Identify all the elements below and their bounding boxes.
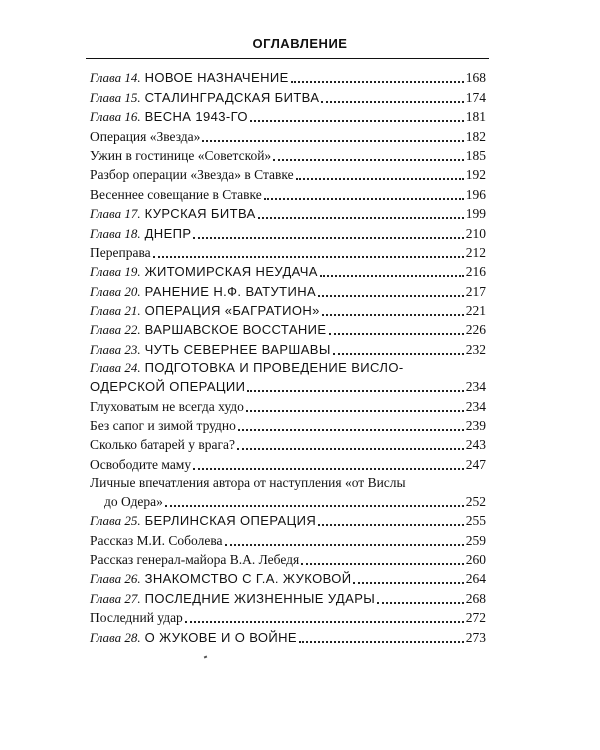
toc-entry bbox=[90, 492, 486, 511]
section-title-continued: до Одера» bbox=[104, 493, 163, 509]
chapter-number: Глава 24. bbox=[90, 359, 141, 375]
page-number: 239 bbox=[465, 418, 486, 434]
chapter-title: ПОСЛЕДНИЕ ЖИЗНЕННЫЕ УДАРЫ bbox=[144, 590, 376, 606]
page-number: 192 bbox=[465, 167, 486, 183]
chapter-title: РАНЕНИЕ Н.Ф. ВАТУТИНА bbox=[144, 283, 317, 299]
page-number: 196 bbox=[465, 186, 486, 202]
dot-leader bbox=[296, 177, 464, 180]
section-title: Личные впечатления автора от наступления «от Вислы bbox=[90, 474, 406, 490]
chapter-number: Глава 15. bbox=[90, 89, 141, 105]
chapter-number: Глава 20. bbox=[90, 283, 141, 299]
dot-leader bbox=[291, 80, 464, 83]
section-title: Ужин в гостинице «Советской» bbox=[90, 147, 272, 163]
toc-entry bbox=[90, 68, 486, 87]
toc-entry bbox=[90, 87, 486, 106]
page-number: 168 bbox=[465, 70, 486, 86]
toc-entry bbox=[90, 627, 486, 646]
toc-entry bbox=[90, 301, 486, 320]
dot-leader bbox=[202, 139, 463, 142]
chapter-number: Глава 25. bbox=[90, 513, 141, 529]
toc-entry-line bbox=[90, 474, 486, 492]
dot-leader bbox=[353, 581, 463, 584]
dot-leader bbox=[246, 409, 464, 412]
toc-entry bbox=[90, 146, 486, 165]
chapter-title: ПОДГОТОВКА И ПРОВЕДЕНИЕ ВИСЛО- bbox=[144, 359, 404, 375]
chapter-title: ОПЕРАЦИЯ «БАГРАТИОН» bbox=[144, 303, 320, 319]
toc-entry bbox=[90, 339, 486, 358]
dot-leader bbox=[250, 119, 464, 122]
dot-leader bbox=[264, 197, 464, 200]
page-number: 260 bbox=[465, 551, 486, 567]
chapter-title: ВАРШАВСКОЕ ВОССТАНИЕ bbox=[144, 322, 327, 338]
toc-entry bbox=[90, 320, 486, 339]
page-number: 182 bbox=[465, 128, 486, 144]
chapter-title: ВЕСНА 1943-ГО bbox=[144, 109, 248, 125]
section-title: Освободите маму bbox=[90, 456, 192, 472]
dot-leader bbox=[237, 447, 464, 450]
page-number: 234 bbox=[465, 379, 486, 395]
toc-entry bbox=[90, 377, 486, 396]
page-number: 273 bbox=[465, 629, 486, 645]
section-title: Глуховатым не всегда худо bbox=[90, 398, 244, 414]
dot-leader bbox=[258, 216, 464, 219]
dot-leader bbox=[318, 294, 464, 297]
toc-entry bbox=[90, 396, 486, 415]
page-number: 226 bbox=[465, 322, 486, 338]
page-number: 234 bbox=[465, 398, 486, 414]
section-title: Рассказ генерал-майора В.А. Лебедя bbox=[90, 551, 300, 567]
chapter-number: Глава 26. bbox=[90, 571, 141, 587]
toc-entry bbox=[90, 243, 486, 262]
page-number: 232 bbox=[465, 341, 486, 357]
header-rule bbox=[86, 58, 489, 59]
toc-entry bbox=[90, 204, 486, 223]
page-number: 174 bbox=[465, 89, 486, 105]
chapter-title: НОВОЕ НАЗНАЧЕНИЕ bbox=[144, 70, 289, 86]
page-number: 259 bbox=[465, 532, 486, 548]
page-number: 221 bbox=[465, 303, 486, 319]
chapter-number: Глава 17. bbox=[90, 206, 141, 222]
chapter-title: ДНЕПР bbox=[144, 225, 192, 241]
toc-entry bbox=[90, 511, 486, 530]
chapter-number: Глава 27. bbox=[90, 590, 141, 606]
chapter-number: Глава 22. bbox=[90, 322, 141, 338]
dot-leader bbox=[185, 620, 464, 623]
page-number: 252 bbox=[465, 493, 486, 509]
section-title: Операция «Звезда» bbox=[90, 128, 201, 144]
page-number: 264 bbox=[465, 571, 486, 587]
toc-entry bbox=[90, 608, 486, 627]
section-title: Переправа bbox=[90, 244, 151, 260]
chapter-number: Глава 14. bbox=[90, 70, 141, 86]
table-of-contents bbox=[90, 68, 486, 647]
toc-entry bbox=[90, 281, 486, 300]
dot-leader bbox=[238, 428, 464, 431]
chapter-title-continued: ОДЕРСКОЙ ОПЕРАЦИИ bbox=[90, 379, 246, 395]
page-number: 181 bbox=[465, 109, 486, 125]
page-number: 255 bbox=[465, 513, 486, 529]
dot-leader bbox=[165, 504, 464, 507]
dot-leader bbox=[333, 352, 464, 355]
dot-leader bbox=[153, 255, 464, 258]
page-number: 216 bbox=[465, 264, 486, 280]
page-number: 272 bbox=[465, 610, 486, 626]
dot-leader bbox=[321, 100, 463, 103]
toc-entry bbox=[90, 550, 486, 569]
dot-leader bbox=[318, 523, 464, 526]
dot-leader bbox=[225, 543, 464, 546]
toc-entry bbox=[90, 126, 486, 145]
toc-entry bbox=[90, 416, 486, 435]
section-title: Разбор операции «Звезда» в Ставке bbox=[90, 167, 294, 183]
page-number: 199 bbox=[465, 206, 486, 222]
section-title: Рассказ М.И. Соболева bbox=[90, 532, 223, 548]
dot-leader bbox=[320, 274, 464, 277]
chapter-number: Глава 16. bbox=[90, 109, 141, 125]
toc-entry bbox=[90, 223, 486, 242]
page-header-title: ОГЛАВЛЕНИЕ bbox=[252, 36, 348, 51]
chapter-number: Глава 28. bbox=[90, 629, 141, 645]
page-number: 247 bbox=[465, 456, 486, 472]
page-number: 185 bbox=[465, 147, 486, 163]
toc-entry bbox=[90, 435, 486, 454]
chapter-number: Глава 19. bbox=[90, 264, 141, 280]
page-number: 217 bbox=[465, 283, 486, 299]
toc-entry-line bbox=[90, 359, 486, 377]
chapter-number: Глава 18. bbox=[90, 225, 141, 241]
section-title: Последний удар bbox=[90, 610, 183, 626]
toc-entry bbox=[90, 569, 486, 588]
print-speck bbox=[204, 656, 208, 659]
dot-leader bbox=[322, 313, 464, 316]
page-number: 212 bbox=[465, 244, 486, 260]
dot-leader bbox=[329, 332, 464, 335]
page-number: 268 bbox=[465, 590, 486, 606]
dot-leader bbox=[247, 389, 463, 392]
chapter-title: БЕРЛИНСКАЯ ОПЕРАЦИЯ bbox=[144, 513, 317, 529]
dot-leader bbox=[193, 467, 464, 470]
toc-entry bbox=[90, 262, 486, 281]
toc-entry bbox=[90, 184, 486, 203]
toc-entry bbox=[90, 588, 486, 607]
toc-entry bbox=[90, 454, 486, 473]
toc-entry bbox=[90, 165, 486, 184]
toc-entry bbox=[90, 530, 486, 549]
chapter-number: Глава 21. bbox=[90, 303, 141, 319]
dot-leader bbox=[301, 562, 464, 565]
dot-leader bbox=[377, 601, 464, 604]
chapter-title: ЖИТОМИРСКАЯ НЕУДАЧА bbox=[144, 264, 318, 280]
chapter-title: СТАЛИНГРАДСКАЯ БИТВА bbox=[144, 89, 320, 105]
chapter-title: ЧУТЬ СЕВЕРНЕЕ ВАРШАВЫ bbox=[144, 341, 331, 357]
section-title: Без сапог и зимой трудно bbox=[90, 418, 236, 434]
page-number: 243 bbox=[465, 437, 486, 453]
chapter-title: ЗНАКОМСТВО С Г.А. ЖУКОВОЙ bbox=[144, 571, 352, 587]
dot-leader bbox=[193, 236, 463, 239]
toc-entry bbox=[90, 107, 486, 126]
chapter-title: КУРСКАЯ БИТВА bbox=[144, 206, 256, 222]
section-title: Сколько батарей у врага? bbox=[90, 437, 236, 453]
dot-leader bbox=[273, 158, 464, 161]
chapter-number: Глава 23. bbox=[90, 341, 141, 357]
chapter-title: О ЖУКОВЕ И О ВОЙНЕ bbox=[144, 629, 297, 645]
dot-leader bbox=[299, 640, 464, 643]
page-number: 210 bbox=[465, 225, 486, 241]
section-title: Весеннее совещание в Ставке bbox=[90, 186, 262, 202]
